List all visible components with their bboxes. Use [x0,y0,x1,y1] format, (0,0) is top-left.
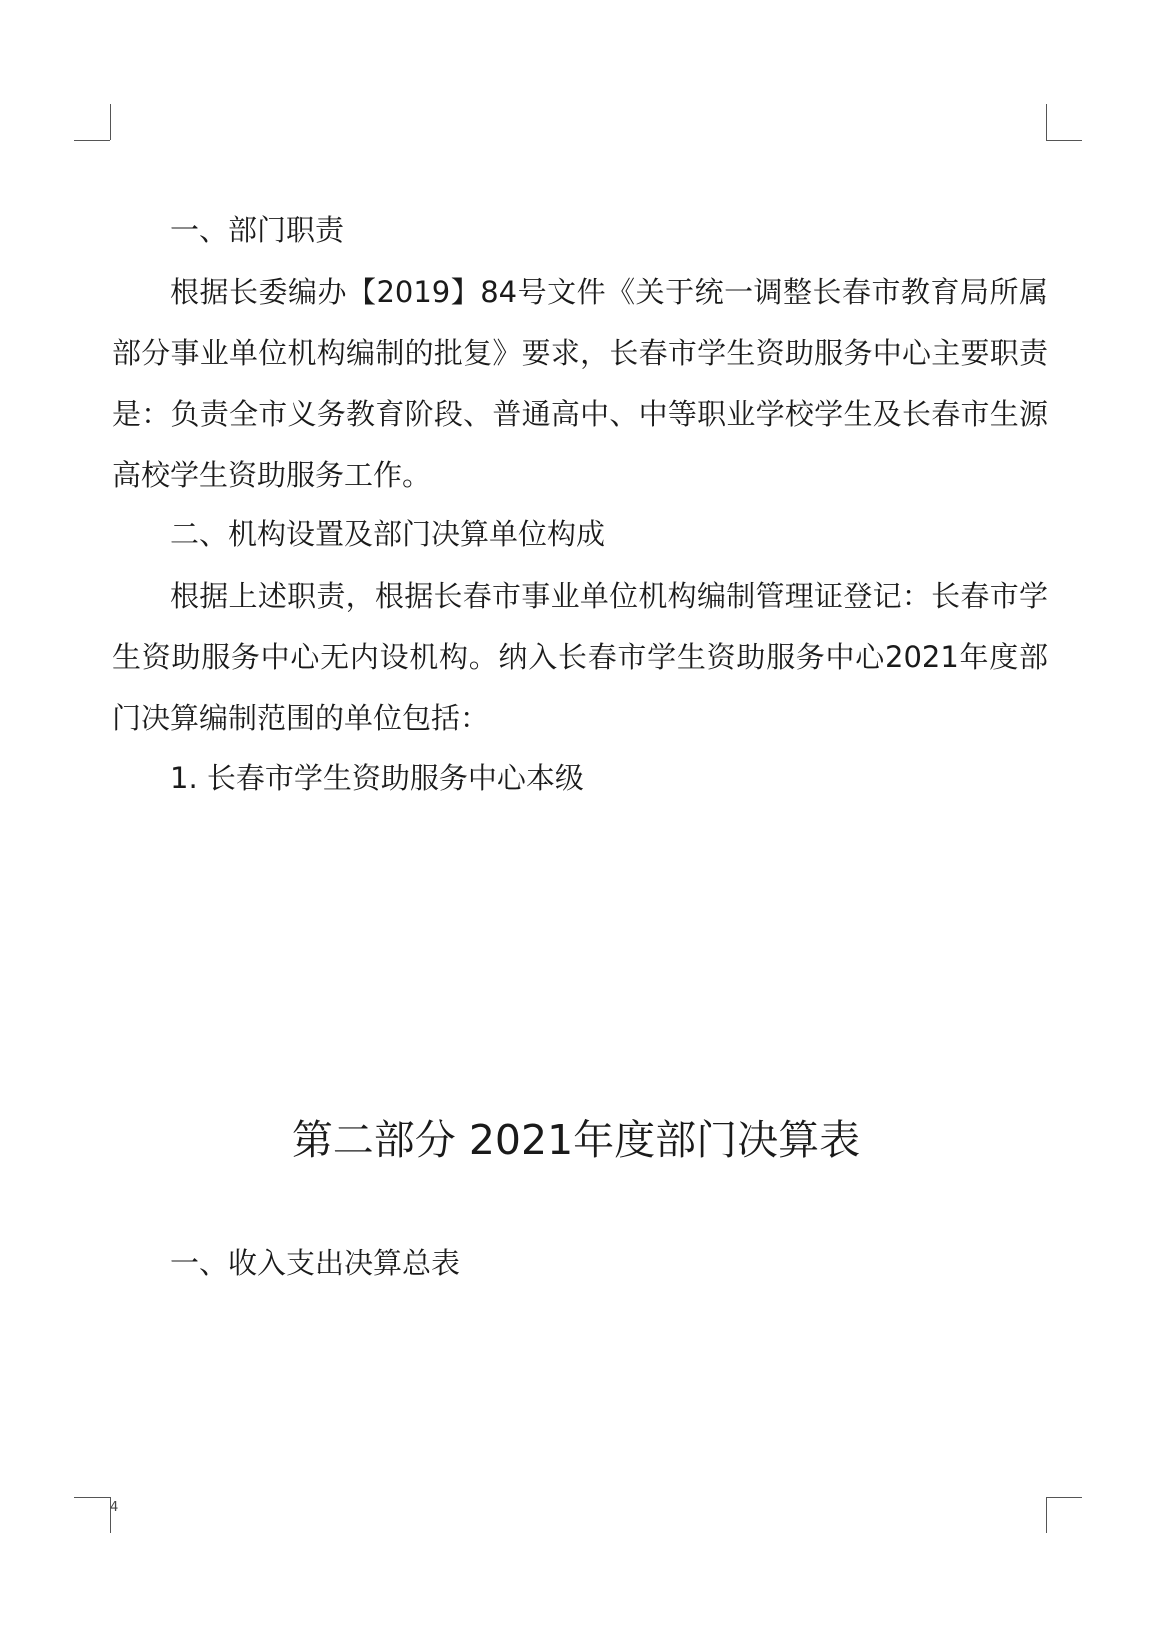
section-1-heading: 一、部门职责 [170,213,345,247]
section-2-body: 根据上述职责，根据长春市事业单位机构编制管理证登记：长春市学生资助服务中心无内设机构。纳入长春市学生资助服务中心2021年度部门决算编制范围的单位包括： [112,579,1048,735]
crop-mark-top-left-v [110,104,111,140]
page-number: 4 [110,1500,119,1515]
section-1-body: 根据长委编办【2019】84号文件《关于统一调整长春市教育局所属部分事业单位机构编制的批复》要求，长春市学生资助服务中心主要职责是：负责全市义务教育阶段、普通高中、中等职业学校学生及长春市生源高校学生资助服务工作。 [112,275,1048,492]
section-2-heading: 二、机构设置及部门决算单位构成 [170,517,606,551]
crop-mark-top-left-h [74,140,110,141]
crop-mark-bottom-right-v [1046,1497,1047,1533]
crop-mark-top-right-v [1046,104,1047,140]
crop-mark-top-right-h [1046,140,1082,141]
crop-mark-bottom-right-h [1046,1497,1082,1498]
section-2-item-1: 1. 长春市学生资助服务中心本级 [170,761,584,795]
part-2-sub-heading: 一、收入支出决算总表 [170,1246,461,1280]
part-2-title: 第二部分 2021年度部门决算表 [291,1116,861,1164]
crop-mark-bottom-left-h [74,1497,110,1498]
